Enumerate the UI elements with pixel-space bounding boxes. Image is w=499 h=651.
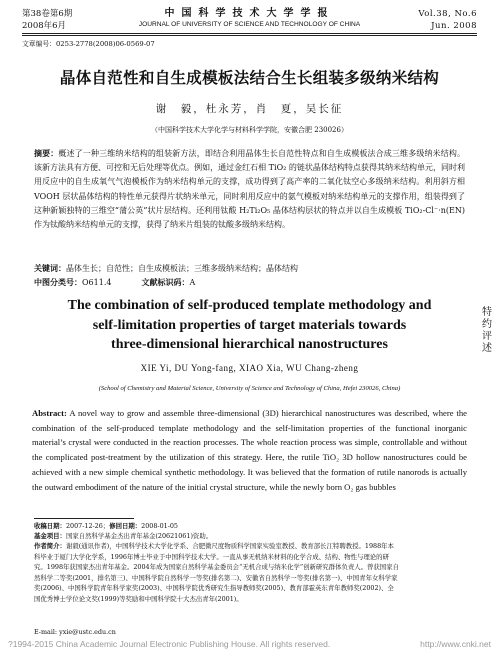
volume-issue-cn: 第38卷第6期 <box>22 9 73 19</box>
keywords-cn-text: 晶体生长；自范性；自生成模板法；三维多级纳米结构；晶体结构 <box>66 264 298 273</box>
affiliation-en: (School of Chemistry and Material Science, University of Science and Technology of China, Hefei 230026, China) <box>98 385 401 392</box>
cnki-link[interactable]: http://www.cnki.net <box>420 639 491 649</box>
title-cn: 晶体自范性和自生成模板法结合生长组装多级纳米结构 <box>59 69 440 87</box>
footnote-email <box>34 627 399 638</box>
title-en <box>20 296 479 355</box>
revised-label: 修回日期： <box>109 522 142 530</box>
abstract-en-label: Abstract: <box>32 408 67 418</box>
header-rule-thin <box>22 35 477 36</box>
clc-label: 中图分类号： <box>34 278 82 287</box>
footnote-fund <box>34 531 399 542</box>
article-number: 文章编号：0253-2778(2008)06-0569-07 <box>22 40 155 48</box>
abstract-en-text: A novel way to grow and assemble three-dimensional (3D) hierarchical nanostructures was described, where the combination of the self-produced template methodology and the self-limitation properties of the functional inorganic material’s crystal were conducted in the reaction processes. The whole reaction process was simple, controllable and without the complicated post-treatment by the utilization of this strategy. Here, the rutile TiO₂ 3D hollow nanostructures could be achieved with a new simple chemical synthetic methodology. It was believed that the formation of rutile nanorods is actually the outward embodiment of the nature of the initial crystal structure, while the newly born O₂ gas bubbles <box>32 408 467 492</box>
date-en: Jun. 2008 <box>431 21 477 31</box>
title-en-line3: three-dimensional hierarchical nanostructures <box>111 337 388 352</box>
classification-line <box>34 277 465 288</box>
fund-label: 基金项目： <box>34 532 66 540</box>
abstract-cn <box>34 147 465 232</box>
keywords-cn-label: 关键词： <box>34 264 66 273</box>
footnote-rule <box>34 518 134 519</box>
authors-cn: 谢 毅，杜永芳，肖 夏，吴长征 <box>155 103 344 115</box>
volume-issue-en: Vol.38, No.6 <box>418 9 477 19</box>
header-center <box>110 8 389 30</box>
running-header <box>22 8 477 34</box>
received-label: 收稿日期： <box>34 522 66 530</box>
doc-code-value: A <box>189 278 196 287</box>
fund-value: 国家自然科学基金杰出青年基金(20621061)资助。 <box>65 532 213 540</box>
footnote-bio <box>34 541 399 604</box>
journal-title-cn: 中国科学技术大学学报 <box>164 8 335 19</box>
authors-en: XIE Yi, DU Yong-fang, XIAO Xia, WU Chang-zheng <box>140 363 359 373</box>
title-en-line2: self-limitation properties of target materials towards <box>92 317 407 333</box>
keywords-cn <box>34 262 465 275</box>
abstract-cn-label: 摘要： <box>34 149 59 158</box>
clc-value: O611.4 <box>82 278 112 287</box>
date-cn: 2008年6月 <box>22 21 67 31</box>
affiliation-cn: （中国科学技术大学化学与材料科学学院，安徽合肥 230026） <box>151 126 348 134</box>
bio-value: 谢毅(通讯作者)，中国科学技术大学化学系、合肥微尺度物质科学国家实验室教授、教育部长江特聘教授。1988年本科毕业于厦门大学化学系，1996年博士毕业于中国科学技术大学。一直从事无机纳米材料的化学合成、结构、物性与理论的研究。1998年获国家杰出青年基金。2004年成为国家自然科学基金委员会“无机合成与纳米化学”创新研究群体负责人。曾获国家自然科学二等奖(2001，排名第三)、中国科学院自然科学一等奖(排名第二)、安徽省自然科学一等奖(排名第一)、中国青年女科学家奖(2006)、中国科学院青年科学家奖(2003)、中国科学院优秀研究生指导教师奖(2005)、教育部霍英东青年教师奖(2002)、全国优秀博士学位论文奖(1999)等奖励和中国科学院十大杰出青年(2001)。 <box>34 542 399 603</box>
received-value: 2007-12-26； <box>65 522 110 530</box>
email-link[interactable]: yxie@ustc.edu.cn <box>59 628 116 636</box>
page-footer <box>8 639 491 649</box>
revised-value: 2008-01-05 <box>141 522 179 530</box>
doc-code-label: 文献标识码： <box>141 278 190 287</box>
footnote-dates <box>34 521 399 532</box>
header-left <box>22 8 72 32</box>
journal-title-en: JOURNAL OF UNIVERSITY OF SCIENCE AND TECHNOLOGY OF CHINA <box>138 21 361 28</box>
bio-label: 作者简介： <box>34 542 66 550</box>
email-label: E-mail: <box>34 628 58 636</box>
header-right <box>418 8 477 32</box>
abstract-en <box>32 406 467 494</box>
side-section-label: 特约评述 <box>482 307 492 354</box>
title-en-line1: The combination of self-produced template methodology and <box>67 298 432 313</box>
abstract-cn-text: 概述了一种三维纳米结构的组装新方法，即结合利用晶体生长自范性特点和自生成模板法合成三维多级纳米结构。该新方法具有方便、可控和无后处理等优点。例如，通过金红石相 TiO₂ 的链状晶体结构特点获得其纳米结构单元，同时利用反应中的自生成氧气气泡模板作为纳米结构单元的支撑，成功得到了高产率的二氧化钛空心多级纳米结构。利用斜方相 VOOH 层状晶体结构的特性单元获得片状纳米单元，同时利用反应中的氨气模板对纳米结构单元的支撑作用，组装得到了这种新颖独特的三维空“蒲公英”状片层结构。还利用钛酸 H₂Ti₂O₅ 晶体结构层状的特点并以自生成模板 TiO₂-Cl⁻·n(EN) 作为钛酸纳米结构单元的支撑，获得了纳米片组装的钛酸多级纳米结构。 <box>34 149 465 230</box>
copyright-notice: ?1994-2015 China Academic Journal Electronic Publishing House. All rights reserved. <box>8 639 331 649</box>
header-rule-thick <box>22 33 477 34</box>
